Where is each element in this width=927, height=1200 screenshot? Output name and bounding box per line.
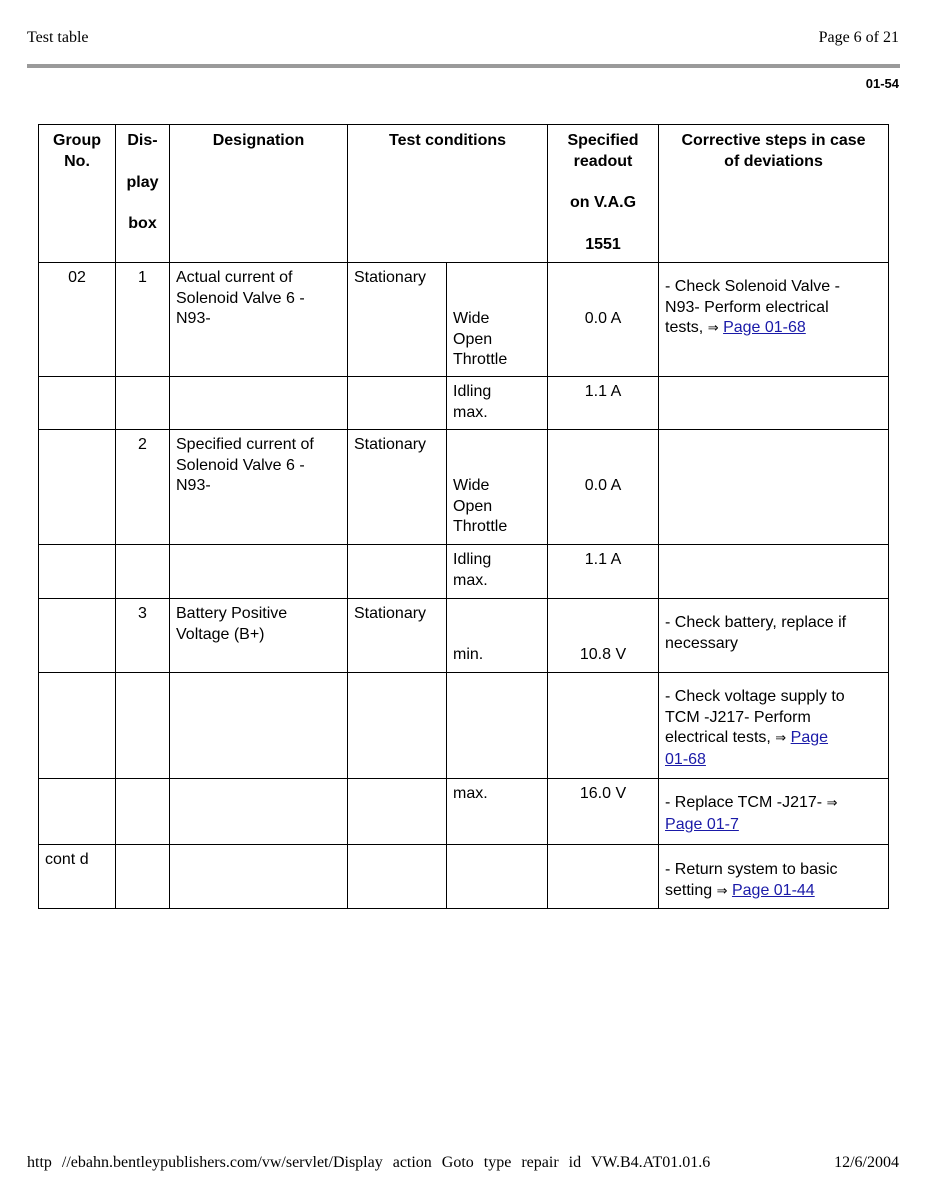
- corrective-cell: - Return system to basic setting ⇒ Page 01-44: [659, 845, 889, 909]
- table-row: [39, 845, 889, 909]
- header-divider: [27, 64, 900, 68]
- display-cell: [116, 545, 170, 599]
- group-cell: 02: [39, 263, 116, 377]
- page-link[interactable]: Page 01-7: [665, 815, 739, 833]
- header-corrective-steps: Corrective steps in case of deviations: [659, 125, 889, 263]
- condition-cell: Stationary: [348, 430, 447, 545]
- header-display-box: Dis- play box: [116, 125, 170, 263]
- readout-cell: [548, 673, 659, 779]
- readout-cell: 1.1 A: [548, 545, 659, 599]
- document-code: 01-54: [865, 76, 899, 91]
- header-group-no: Group No.: [39, 125, 116, 263]
- test-table: [38, 124, 889, 909]
- sub-condition-cell: Idling max.: [447, 545, 548, 599]
- header-specified-readout: Specified readout on V.A.G 1551: [548, 125, 659, 263]
- condition-cell: [348, 545, 447, 599]
- designation-cell: [170, 545, 348, 599]
- condition-cell: [348, 845, 447, 909]
- table-row: [39, 779, 889, 845]
- designation-cell: Battery Positive Voltage (B+): [170, 599, 348, 673]
- table-row: [39, 599, 889, 673]
- group-cell: [39, 377, 116, 430]
- readout-cell: 1.1 A: [548, 377, 659, 430]
- corrective-cell: [659, 430, 889, 545]
- arrow-right-icon: ⇒: [707, 321, 719, 336]
- display-cell: [116, 845, 170, 909]
- display-cell: 1: [116, 263, 170, 377]
- table-header-row: [39, 125, 889, 263]
- designation-cell: [170, 779, 348, 845]
- group-cell: cont d: [39, 845, 116, 909]
- condition-cell: Stationary: [348, 263, 447, 377]
- sub-condition-cell: Idling max.: [447, 377, 548, 430]
- table-row: [39, 263, 889, 377]
- arrow-right-icon: ⇒: [826, 796, 838, 811]
- readout-cell: 16.0 V: [548, 779, 659, 845]
- condition-cell: [348, 377, 447, 430]
- table-row: [39, 673, 889, 779]
- corrective-cell: - Replace TCM -J217- ⇒ Page 01-7: [659, 779, 889, 845]
- sub-condition-cell: Wide Open Throttle: [447, 263, 548, 377]
- sub-condition-cell: min.: [447, 599, 548, 673]
- footer-date: 12/6/2004: [834, 1154, 899, 1171]
- readout-cell: 10.8 V: [548, 599, 659, 673]
- group-cell: [39, 599, 116, 673]
- designation-cell: Specified current of Solenoid Valve 6 - N93-: [170, 430, 348, 545]
- display-cell: 2: [116, 430, 170, 545]
- designation-cell: Actual current of Solenoid Valve 6 - N93-: [170, 263, 348, 377]
- corrective-cell: - Check Solenoid Valve - N93- Perform electrical tests, ⇒ Page 01-68: [659, 263, 889, 377]
- arrow-right-icon: ⇒: [716, 883, 728, 899]
- sub-condition-cell: max.: [447, 779, 548, 845]
- readout-cell: 0.0 A: [548, 430, 659, 545]
- sub-condition-cell: [447, 673, 548, 779]
- table-row: [39, 545, 889, 599]
- condition-cell: [348, 673, 447, 779]
- group-cell: [39, 430, 116, 545]
- designation-cell: [170, 377, 348, 430]
- readout-cell: [548, 845, 659, 909]
- display-cell: [116, 673, 170, 779]
- header-test-conditions: Test conditions: [348, 125, 548, 263]
- designation-cell: [170, 673, 348, 779]
- page-link[interactable]: 01-68: [665, 750, 706, 768]
- table-row: [39, 377, 889, 430]
- arrow-right-icon: ⇒: [775, 731, 787, 746]
- condition-cell: [348, 779, 447, 845]
- display-cell: 3: [116, 599, 170, 673]
- condition-cell: Stationary: [348, 599, 447, 673]
- group-cell: [39, 779, 116, 845]
- page-link[interactable]: Page 01-68: [723, 319, 806, 336]
- page-link[interactable]: Page: [790, 729, 829, 746]
- footer-url: http //ebahn.bentleypublishers.com/vw/servlet/Display action Goto type repair id VW.B4.AT01.01.6: [27, 1154, 711, 1171]
- readout-cell: 0.0 A: [548, 263, 659, 377]
- designation-cell: [170, 845, 348, 909]
- page-link[interactable]: Page 01-44: [731, 881, 815, 899]
- page-number: Page 6 of 21: [818, 29, 899, 46]
- group-cell: [39, 545, 116, 599]
- display-cell: [116, 377, 170, 430]
- table-row: [39, 430, 889, 545]
- group-cell: [39, 673, 116, 779]
- sub-condition-cell: [447, 845, 548, 909]
- corrective-cell: - Check voltage supply to TCM -J217- Perform electrical tests, ⇒ Page 01-68: [659, 673, 889, 779]
- page-header-title: Test table: [27, 29, 89, 46]
- header-designation: Designation: [170, 125, 348, 263]
- sub-condition-cell: Wide Open Throttle: [447, 430, 548, 545]
- corrective-cell: [659, 545, 889, 599]
- corrective-cell: [659, 377, 889, 430]
- corrective-cell: - Check battery, replace if necessary: [659, 599, 889, 673]
- display-cell: [116, 779, 170, 845]
